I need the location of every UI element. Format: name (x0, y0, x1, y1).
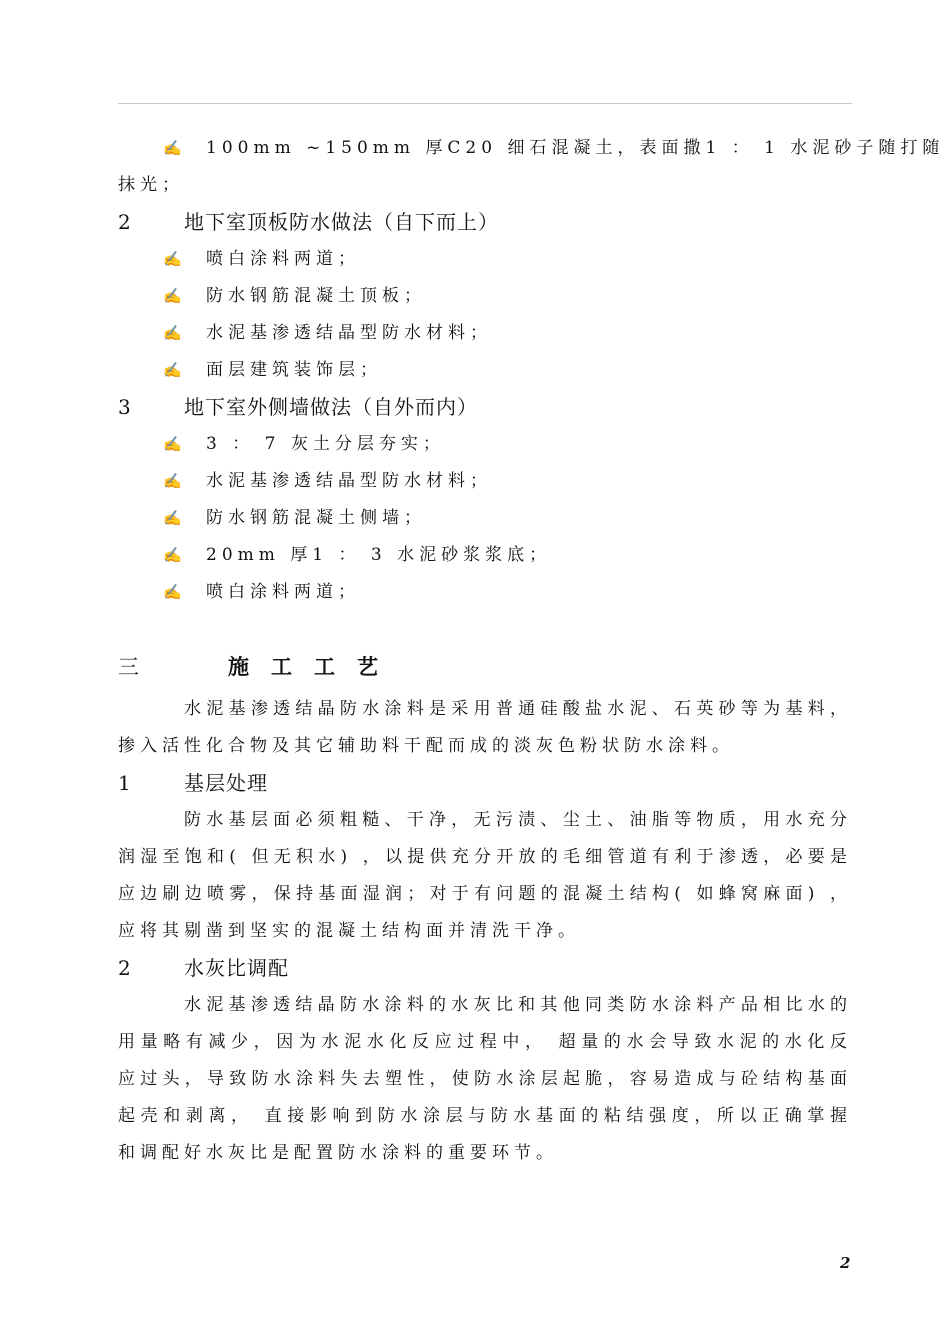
list-item-text: 防水钢筋混凝土顶板； (206, 286, 426, 306)
subheading-number: 2 (118, 210, 132, 234)
subheading-text: 地下室外侧墙做法（自外而内） (184, 395, 478, 419)
list-item-text: 喷白涂料两道； (206, 582, 360, 602)
paragraph: 水泥基渗透结晶防水涂料的水灰比和其他同类防水涂料产品相比水的用量略有减少，因为水泥水化反应过程中， 超量的水会导致水泥的水化反应过头，导致防水涂料失去塑性，使防水涂层起脆，容易造成与砼结构基面起壳和剥离， 直接影响到防水涂层与防水基面的粘结强度，所以正确掌握和调配好水灰比是配置防水涂料的重要环节。 (118, 995, 852, 1163)
list-item-text: 3 ： 7 灰土分层夯实； (206, 434, 445, 454)
pen-bullet-icon: ✍ (163, 472, 182, 490)
list-item-text: 水泥基渗透结晶型防水材料； (206, 323, 492, 343)
list-item (118, 463, 852, 500)
subheading-number: 2 (118, 956, 132, 980)
subheading (118, 950, 852, 987)
subheading-text: 水灰比调配 (184, 956, 289, 980)
pen-bullet-icon: ✍ (163, 139, 182, 157)
pen-bullet-icon: ✍ (163, 509, 182, 527)
subheading-text: 基层处理 (184, 771, 268, 795)
header-rule (118, 103, 852, 104)
list-item (118, 574, 852, 611)
pen-bullet-icon: ✍ (163, 250, 182, 268)
list-item (118, 278, 852, 315)
list-item (118, 500, 852, 537)
pen-bullet-icon: ✍ (163, 361, 182, 379)
list-item-text: 20mm 厚1 ： 3 水泥砂浆浆底； (206, 545, 552, 565)
pen-bullet-icon: ✍ (163, 287, 182, 305)
list-item-text: 面层建筑装饰层； (206, 360, 382, 380)
paragraph: 水泥基渗透结晶防水涂料是采用普通硅酸盐水泥、石英砂等为基料，掺入活性化合物及其它辅助料干配而成的淡灰色粉状防水涂料。 (118, 699, 852, 756)
list-item-continuation: 抹光； (118, 175, 184, 195)
list-item-text: 防水钢筋混凝土侧墙； (206, 508, 426, 528)
paragraph: 防水基层面必须粗糙、干净，无污渍、尘土、油脂等物质，用水充分润湿至饱和( 但无积水) ，以提供充分开放的毛细管道有利于渗透，必要是应边刷边喷雾，保持基面湿润；对于有问题的混凝土结构( 如蜂窝麻面) ，应将其剔凿到坚实的混凝土结构面并清洗干净。 (118, 810, 852, 941)
list-item-text: 100mm ~150mm 厚C20 细石混凝土，表面撒1 ： 1 水泥砂子随打随 (206, 138, 945, 158)
subheading-number: 3 (118, 395, 132, 419)
section-number: 三 (118, 655, 139, 679)
pen-bullet-icon: ✍ (163, 435, 182, 453)
list-item-text: 水泥基渗透结晶型防水材料； (206, 471, 492, 491)
page-number: 2 (840, 1254, 851, 1272)
list-item (118, 426, 852, 463)
subheading (118, 389, 852, 426)
section-title: 施工工艺 (228, 654, 400, 679)
subheading (118, 765, 852, 802)
document-body (118, 130, 945, 1172)
pen-bullet-icon: ✍ (163, 324, 182, 342)
section-heading (118, 643, 852, 691)
list-item-text: 喷白涂料两道； (206, 249, 360, 269)
subheading-number: 1 (118, 771, 132, 795)
list-item (118, 241, 852, 278)
subheading (118, 204, 852, 241)
list-item (118, 315, 852, 352)
subheading-text: 地下室顶板防水做法（自下而上） (184, 210, 499, 234)
list-item (118, 537, 852, 574)
list-item (118, 352, 852, 389)
pen-bullet-icon: ✍ (163, 546, 182, 564)
pen-bullet-icon: ✍ (163, 583, 182, 601)
list-item (118, 130, 945, 167)
